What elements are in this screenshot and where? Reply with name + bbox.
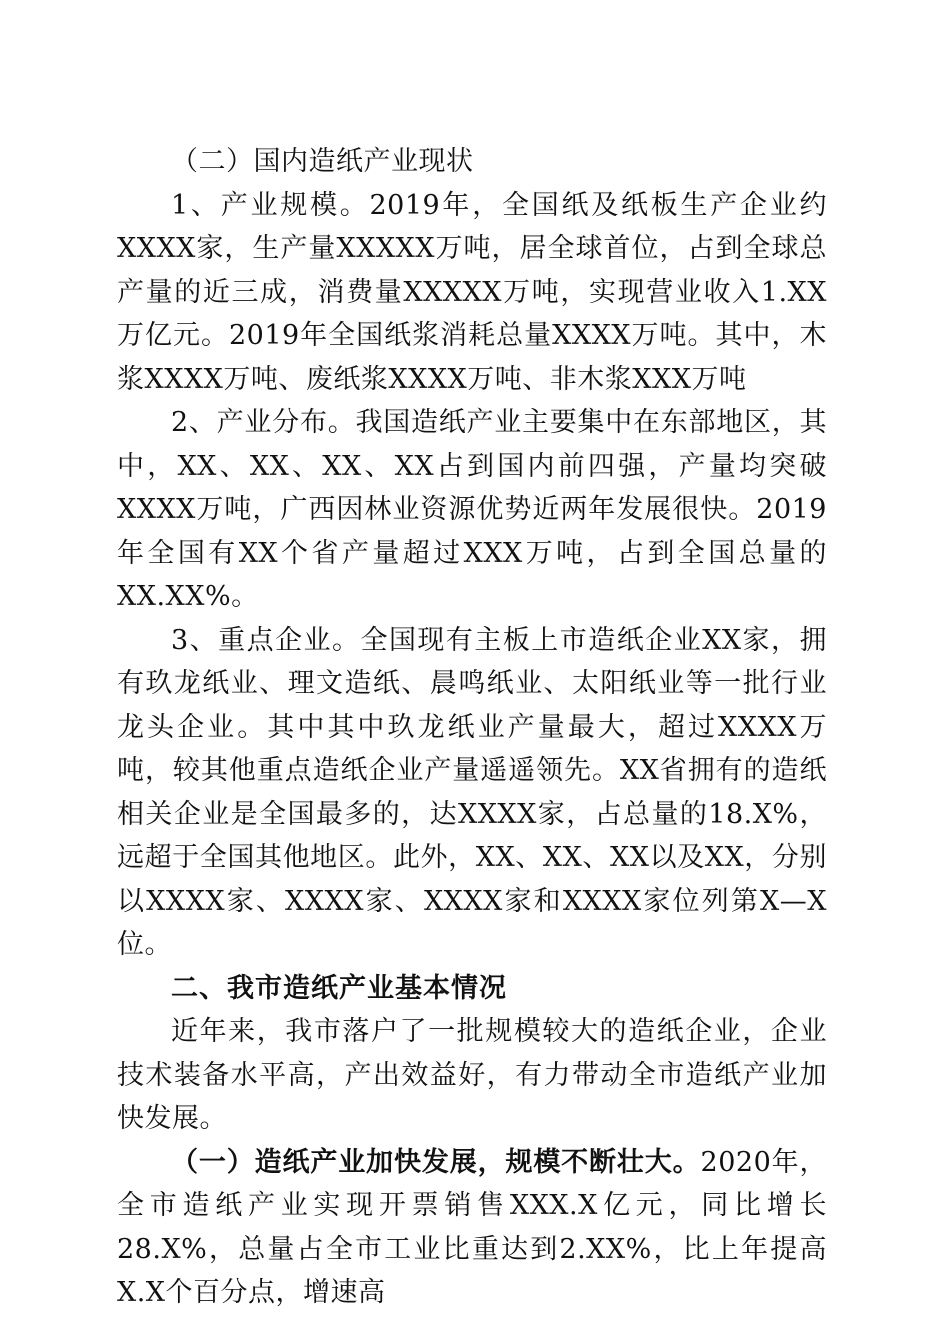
section-heading-domestic-status: （二）国内造纸产业现状 — [171, 146, 474, 177]
paragraph-industry-distribution: 2、产业分布。我国造纸产业主要集中在东部地区，其中，XX、XX、XX、XX占到国内前四强，产量均突破XXXX万吨，广西因林业资源优势近两年发展很快。2019年全国有XX个省产量超过XXX万吨，占到全国总量的XX.XX%。 — [117, 407, 827, 612]
paragraph-body-text: 2020年，全市造纸产业实现开票销售XXX.X亿元，同比增长28.X%，总量占全市工业比重达到2.XX%，比上年提高X.X个百分点，增速高 — [117, 1146, 828, 1308]
section-heading-city-overview: 二、我市造纸产业基本情况 — [171, 972, 507, 1004]
paragraph-industry-scale: 1、产业规模。2019年，全国纸及纸板生产企业约XXXX家，生产量XXXXX万吨，居全球首位，占到全球总产量的近三成，消费量XXXXX万吨，实现营业收入1.XX万亿元。2019年全国纸浆消耗总量XXXX万吨。其中，木浆XXXX万吨、废纸浆XXXX万吨、非木浆XXX万吨 — [117, 189, 827, 395]
paragraph-lead-heading: （一）造纸产业加快发展，规模不断壮大。 — [171, 1146, 701, 1178]
paragraph-key-enterprises: 3、重点企业。全国现有主板上市造纸企业XX家，拥有玖龙纸业、理文造纸、晨鸣纸业、太阳纸业等一批行业龙头企业。其中其中玖龙纸业产量最大，超过XXXX万吨，较其他重点造纸企业产量遥遥领先。XX省拥有的造纸相关企业是全国最多的，达XXXX家，占总量的18.X%，远超于全国其他地区。此外，XX、XX、XX以及XX，分别以XXXX家、XXXX家、XXXX家和XXXX家位列第X—X位。 — [117, 624, 827, 960]
document-body — [117, 140, 827, 1315]
paragraph-accelerated-development — [117, 1141, 827, 1315]
paragraph-intro: 近年来，我市落户了一批规模较大的造纸企业，企业技术装备水平高，产出效益好，有力带动全市造纸产业加快发展。 — [117, 1016, 827, 1134]
